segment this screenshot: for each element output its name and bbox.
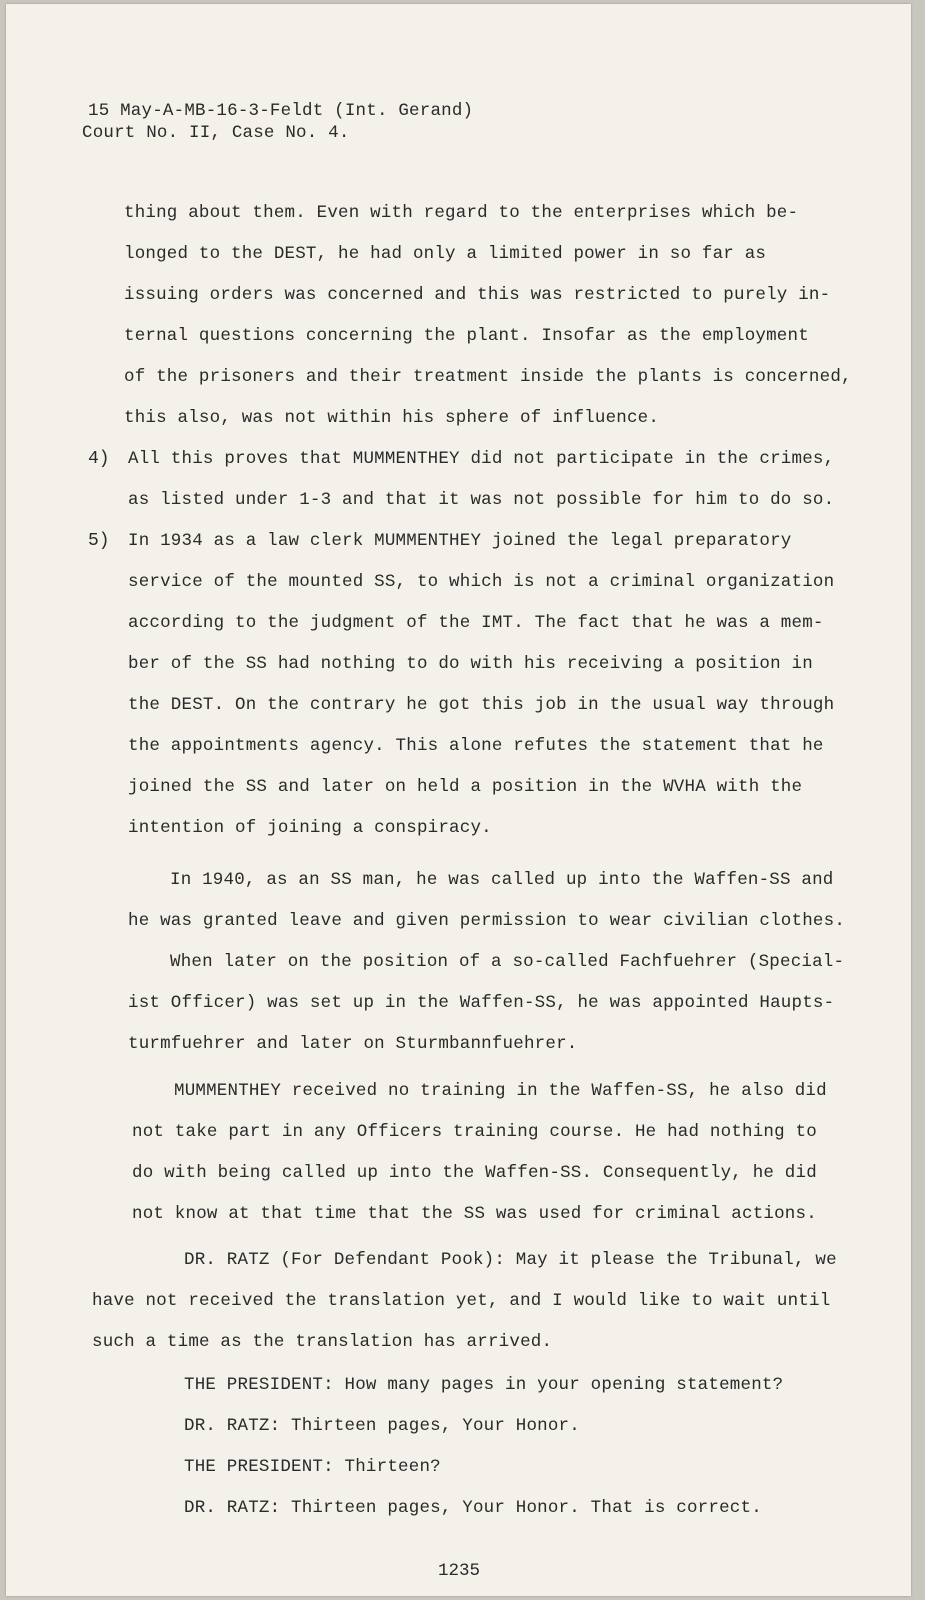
dialogue-line: THE PRESIDENT: Thirteen? [184,1457,441,1477]
text-line: the appointments agency. This alone refutes the statement that he [128,736,824,756]
text-line: turmfuehrer and later on Sturmbannfuehrer. [128,1034,578,1054]
text-line: DR. RATZ (For Defendant Pook): May it please the Tribunal, we [184,1250,837,1270]
text-line: not know at that time that the SS was used for criminal actions. [132,1204,817,1224]
text-line: MUMMENTHEY received no training in the Waffen-SS, he also did [174,1081,827,1101]
text-line: In 1940, as an SS man, he was called up into the Waffen-SS and [170,870,834,890]
dialogue-line: THE PRESIDENT: How many pages in your opening statement? [184,1375,784,1395]
text-line: of the prisoners and their treatment inside the plants is concerned, [124,367,852,387]
text-line: according to the judgment of the IMT. The fact that he was a mem- [128,613,824,633]
text-line: ternal questions concerning the plant. Insofar as the employment [124,326,809,346]
dialogue-line: DR. RATZ: Thirteen pages, Your Honor. [184,1416,580,1436]
text-line: In 1934 as a law clerk MUMMENTHEY joined the legal preparatory [128,531,792,551]
dialogue-line: DR. RATZ: Thirteen pages, Your Honor. That is correct. [184,1498,762,1518]
text-line: the DEST. On the contrary he got this job in the usual way through [128,695,835,715]
text-line: ber of the SS had nothing to do with his receiving a position in [128,654,813,674]
text-line: have not received the translation yet, and I would like to wait until [92,1291,831,1311]
text-line: longed to the DEST, he had only a limited power in so far as [124,244,767,264]
text-line: do with being called up into the Waffen-SS. Consequently, he did [132,1163,817,1183]
text-line: service of the mounted SS, to which is not a criminal organization [128,572,835,592]
text-line: joined the SS and later on held a position in the WVHA with the [128,777,803,797]
text-line: ist Officer) was set up in the Waffen-SS, he was appointed Haupts- [128,993,835,1013]
text-line: such a time as the translation has arrived. [92,1332,553,1352]
text-line: not take part in any Officers training course. He had nothing to [132,1122,817,1142]
text-line: intention of joining a conspiracy. [128,818,492,838]
text-line: All this proves that MUMMENTHEY did not participate in the crimes, [128,449,835,469]
item-number-4: 4) [88,449,110,469]
text-line: he was granted leave and given permission to wear civilian clothes. [128,911,846,931]
text-line: thing about them. Even with regard to the enterprises which be- [124,203,799,223]
text-line: When later on the position of a so-called Fachfuehrer (Special- [170,952,845,972]
header-line-2: Court No. II, Case No. 4. [82,123,350,143]
text-line: this also, was not within his sphere of influence. [124,408,660,428]
text-line: issuing orders was concerned and this was restricted to purely in- [124,285,831,305]
document-page [6,4,911,1596]
text-line: as listed under 1-3 and that it was not possible for him to do so. [128,490,835,510]
item-number-5: 5) [88,531,110,551]
page-number: 1235 [438,1561,481,1581]
header-line-1: 15 May-A-MB-16-3-Feldt (Int. Gerand) [88,101,474,121]
